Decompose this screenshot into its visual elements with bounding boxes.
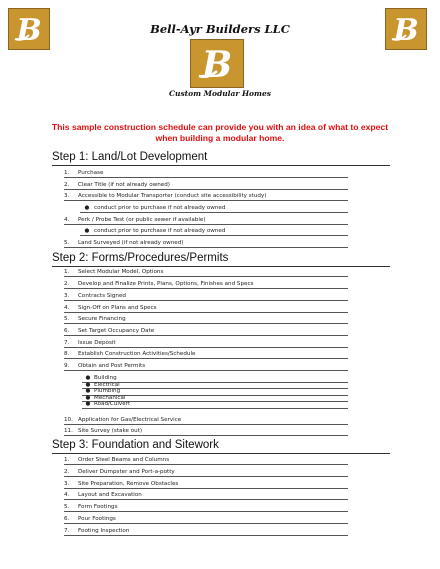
bullet-icon: ● <box>84 228 90 234</box>
step3-item: 6. Pour Footings <box>64 516 348 524</box>
step3-item: 4. Layout and Excavation <box>64 492 348 500</box>
logo-center <box>190 39 244 88</box>
permit-item: ● Mechanical <box>82 396 348 403</box>
step2-item: 5. Secure Financing <box>64 316 348 324</box>
step1-heading: Step 1: Land/Lot Development <box>52 151 390 166</box>
step1-item: 2. Clear Title (if not already owned) <box>64 182 348 190</box>
step2-item: 10. Application for Gas/Electrical Service <box>64 417 348 425</box>
tagline: Custom Modular Homes <box>169 89 271 98</box>
svg-text:B: B <box>16 13 42 48</box>
step1-item: 1. Purchase <box>64 170 348 178</box>
permit-item: ● Building <box>82 376 348 383</box>
company-name: Bell-Ayr Builders LLC <box>150 22 290 36</box>
bullet-icon: ● <box>85 394 91 401</box>
step2-item: 9. Obtain and Post Permits <box>64 363 348 371</box>
step3-item: 2. Deliver Dumpster and Port-a-potty <box>64 469 348 477</box>
step3-item: 7. Footing Inspection <box>64 528 348 536</box>
bullet-icon: ● <box>85 375 91 381</box>
step1-item: 4. Perk / Probe Test (or public sewer if available) <box>64 217 348 225</box>
step2-item: 8. Establish Construction Activities/Schedule <box>64 351 348 359</box>
step2-item: 11. Site Survey (stake out) <box>64 428 348 436</box>
step2-item: 7. Issue Deposit <box>64 340 348 348</box>
bullet-icon: ● <box>85 388 91 394</box>
svg-text:B: B <box>201 44 233 86</box>
step2-item: 3. Contracts Signed <box>64 293 348 301</box>
permit-item: ● Electrical <box>82 383 348 390</box>
intro-text: This sample construction schedule can provide you with an idea of what to expect when building a modular home. <box>51 122 389 143</box>
step3-item: 3. Site Preparation, Remove Obstacles <box>64 481 348 489</box>
step3-item: 1. Order Steel Beams and Columns <box>64 457 348 465</box>
step2-item: 1. Select Modular Model, Options <box>64 269 348 277</box>
bullet-icon: ● <box>85 401 91 407</box>
step1-subitem: ● conduct prior to purchase if not already owned <box>80 228 348 236</box>
step2-heading: Step 2: Forms/Procedures/Permits <box>52 252 390 267</box>
step1-item: 3. Accessible to Modular Transporter (conduct site accessibility study) <box>64 193 348 201</box>
bullet-icon: ● <box>84 205 90 211</box>
step1-subitem: ● conduct prior to purchase if not already owned <box>80 205 348 213</box>
step2-item: 6. Set Target Occupancy Date <box>64 328 348 336</box>
step2-item: 2. Develop and Finalize Prints, Plans, Options, Finishes and Specs <box>64 281 348 289</box>
step1-item: 5. Land Surveyed (if not already owned) <box>64 240 348 248</box>
permit-item: ● Road/Culvert <box>82 402 348 409</box>
step3-item: 5. Form Footings <box>64 504 348 512</box>
bullet-icon: ● <box>85 381 91 388</box>
svg-text:B: B <box>393 13 419 48</box>
step2-item: 4. Sign-Off on Plans and Specs <box>64 305 348 313</box>
permit-item: ● Plumbing <box>82 389 348 396</box>
step3-heading: Step 3: Foundation and Sitework <box>52 439 390 454</box>
